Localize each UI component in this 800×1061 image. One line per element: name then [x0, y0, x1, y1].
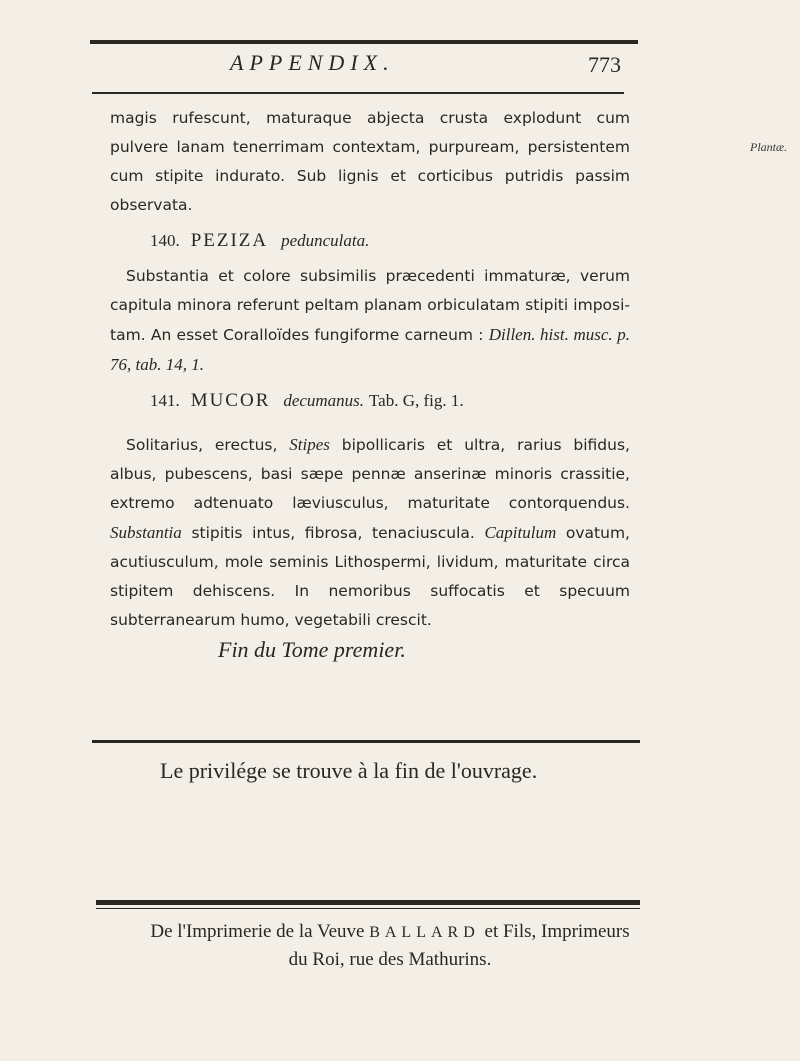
entry-140-paragraph	[110, 262, 630, 380]
entry-140-genus: PEZIZA	[190, 230, 269, 251]
entry-141-plate-ref: Tab. G, fig. 1.	[368, 391, 464, 410]
page-number: 773	[588, 52, 621, 77]
entry-141-text-d: ovatum, acutiusculum, mole seminis Lithospermi, lividum, maturitate circa stipitem dehiscens. In nemoribus suffocatis et specuum subterranearum humo, vegetabili crescit.	[110, 524, 630, 629]
entry-140-number: 140.	[150, 231, 180, 250]
intro-paragraph: magis rufescunt, maturaque abjecta crusta explodunt cum pulvere lanam tenerrimam contextam, purpuream, persistentem cum stipite indurato. Sub lignis et corticibus putridis passim observata.	[110, 109, 630, 214]
entry-141-text-c: stipitis intus, fibrosa, tenaciuscula.	[191, 524, 475, 542]
fin-du-tome: Fin du Tome premier.	[218, 637, 406, 662]
entry-141-paragraph	[110, 430, 630, 635]
imprint-prefix: De l'Imprimerie de la Veuve	[150, 921, 365, 942]
entry-141-number: 141.	[150, 391, 180, 410]
margin-note: Plantæ.	[750, 140, 788, 154]
imprint-line-2: du Roi, rue des Mathurins.	[288, 949, 492, 970]
entry-141-genus: MUCOR	[190, 390, 271, 411]
imprint-suffix: et Fils, Imprimeurs	[484, 921, 630, 942]
entry-140-citation: Dillen. hist. musc. p. 76, tab. 14, 1.	[110, 325, 630, 374]
top-rule	[90, 40, 638, 44]
header-rule	[92, 92, 624, 94]
entry-140-text: Substantia et colore subsimilis præcedenti immaturæ, verum capitula minora referunt peltam planam orbiculatam stipiti impositam. An esset Coralloïdes fungiforme carneum :	[110, 267, 630, 344]
main-text	[110, 104, 630, 635]
imprint-rule-thin	[96, 908, 640, 909]
entry-141-species: decumanus.	[283, 391, 365, 410]
entry-141-heading	[110, 386, 630, 416]
imprint-line-1	[130, 918, 650, 946]
term-capitulum: Capitulum	[484, 523, 557, 542]
privilege-top-rule	[92, 740, 640, 743]
imprint-rule-thick	[96, 900, 640, 905]
privilege-notice: Le privilége se trouve à la fin de l'ouvrage.	[160, 758, 538, 783]
imprint	[130, 918, 650, 973]
term-substantia: Substantia	[110, 523, 182, 542]
entry-140-heading	[110, 226, 630, 256]
printer-name: BALLARD	[369, 924, 480, 941]
term-stipes: Stipes	[289, 435, 330, 454]
running-head: APPENDIX.	[230, 50, 395, 75]
entry-141-text-a: Solitarius, erectus,	[126, 436, 278, 454]
entry-141-text-b: bipollicaris et ultra, rarius bifidus, albus, pubescens, basi sæpe pennæ anserinæ minoris crassitie, extremo adtenuato læviusculus, maturitate contorquendus.	[110, 436, 630, 512]
entry-140-species: pedunculata.	[281, 231, 370, 250]
